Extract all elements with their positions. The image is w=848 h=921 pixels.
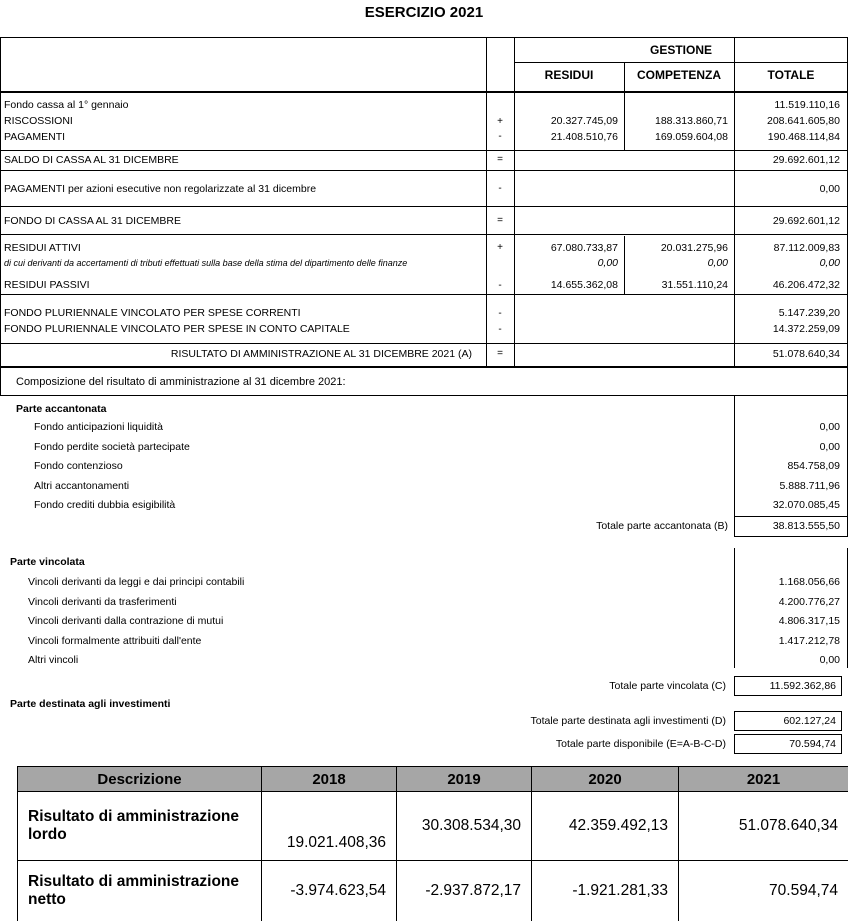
investimenti-total-label: Totale parte destinata agli investimenti (D) [400,715,726,727]
summary-row-label: Risultato di amministrazione netto [18,861,262,921]
list-item-value: 32.070.085,45 [734,499,840,511]
vincolata-total-label: Totale parte vincolata (C) [400,680,726,692]
header-gestione: GESTIONE [514,43,848,57]
list-item-value: 4.200.776,27 [734,596,840,608]
pagamenti-azioni-label: PAGAMENTI per azioni esecutive non regolarizzate al 31 dicembre [4,183,316,195]
vincolata-title: Parte vincolata [10,556,85,568]
residui-sub-competenza: 0,00 [624,257,728,269]
fondo-cassa-31-sign: = [486,215,514,226]
summary-header: Descrizione [18,767,262,792]
summary-cell: 42.359.492,13 [532,792,679,861]
risultato-sign: = [486,348,514,359]
saldo-label: SALDO DI CASSA AL 31 DICEMBRE [4,154,179,166]
disponibile-total-label: Totale parte disponibile (E=A-B-C-D) [400,738,726,750]
summary-header: 2019 [397,767,532,792]
list-item-value: 5.888.711,96 [734,480,840,492]
vincolata-total-value: 11.592.362,86 [734,680,836,692]
list-item-label: Vincoli derivanti da leggi e dai principi contabili [28,576,244,588]
summary-cell: -3.974.623,54 [262,861,397,921]
risultato-label: RISULTATO DI AMMINISTRAZIONE AL 31 DICEMBRE 2021 (A) [0,348,472,360]
composizione-title: Composizione del risultato di amministrazione al 31 dicembre 2021: [16,376,346,388]
list-item-value: 0,00 [734,654,840,666]
fondo-cassa-total: 11.519.110,16 [734,99,840,111]
fpv-capitale-total: 14.372.259,09 [734,323,840,335]
residui-sub-total: 0,00 [734,257,840,269]
fondo-cassa-31-total: 29.692.601,12 [734,215,840,227]
accantonata-total-value: 38.813.555,50 [734,520,840,532]
fpv-capitale-label: FONDO PLURIENNALE VINCOLATO PER SPESE IN CONTO CAPITALE [4,323,350,335]
fondo-cassa-label: Fondo cassa al 1° gennaio [4,99,128,111]
header-residui: RESIDUI [514,68,624,82]
residui-attivi-label: RESIDUI ATTIVI [4,242,81,254]
page-title: ESERCIZIO 2021 [0,4,848,21]
fpv-correnti-label: FONDO PLURIENNALE VINCOLATO PER SPESE CORRENTI [4,307,301,319]
residui-attivi-residui: 67.080.733,87 [514,242,618,254]
residui-sub-residui: 0,00 [514,257,618,269]
summary-cell: 70.594,74 [679,861,848,921]
list-item-value: 4.806.317,15 [734,615,840,627]
disponibile-total-value: 70.594,74 [734,738,836,750]
accantonata-total-label: Totale parte accantonata (B) [400,520,728,532]
summary-cell: -2.937.872,17 [397,861,532,921]
residui-attivi-competenza: 20.031.275,96 [624,242,728,254]
list-item-label: Vincoli derivanti da trasferimenti [28,596,177,608]
summary-cell: 51.078.640,34 [679,792,848,861]
summary-cell: 19.021.408,36 [262,792,397,861]
list-item-value: 0,00 [734,421,840,433]
summary-header: 2018 [262,767,397,792]
list-item-label: Fondo anticipazioni liquidità [34,421,163,433]
saldo-sign: = [486,154,514,165]
fpv-correnti-total: 5.147.239,20 [734,307,840,319]
riscossioni-competenza: 188.313.860,71 [624,115,728,127]
fondo-cassa-31-label: FONDO DI CASSA AL 31 DICEMBRE [4,215,181,227]
residui-passivi-residui: 14.655.362,08 [514,279,618,291]
pagamenti-azioni-total: 0,00 [734,183,840,195]
list-item-label: Altri accantonamenti [34,480,129,492]
pagamenti-label: PAGAMENTI [4,131,65,143]
residui-passivi-total: 46.206.472,32 [734,279,840,291]
pagamenti-competenza: 169.059.604,08 [624,131,728,143]
pagamenti-residui: 21.408.510,76 [514,131,618,143]
list-item-label: Fondo contenzioso [34,460,123,472]
residui-passivi-label: RESIDUI PASSIVI [4,279,90,291]
fpv-capitale-sign: - [486,324,514,335]
fpv-correnti-sign: - [486,308,514,319]
residui-attivi-sign: + [486,242,514,253]
riscossioni-sign: + [486,116,514,127]
table-row [18,861,848,921]
list-item-value: 1.417.212,78 [734,635,840,647]
summary-header: 2020 [532,767,679,792]
summary-table [17,766,848,921]
list-item-label: Vincoli formalmente attribuiti dall'ente [28,635,201,647]
list-item-label: Fondo crediti dubbia esigibilità [34,499,175,511]
list-item-value: 1.168.056,66 [734,576,840,588]
investimenti-total-value: 602.127,24 [734,715,836,727]
residui-attivi-total: 87.112.009,83 [734,242,840,254]
list-item-label: Altri vincoli [28,654,78,666]
riscossioni-label: RISCOSSIONI [4,115,73,127]
summary-header-row [18,767,848,792]
summary-cell: 30.308.534,30 [397,792,532,861]
pagamenti-sign: - [486,131,514,142]
summary-cell: -1.921.281,33 [532,861,679,921]
accantonata-title: Parte accantonata [16,403,106,415]
residui-passivi-sign: - [486,280,514,291]
pagamenti-azioni-sign: - [486,183,514,194]
riscossioni-total: 208.641.605,80 [734,115,840,127]
riscossioni-residui: 20.327.745,09 [514,115,618,127]
residui-sub-label: di cui derivanti da accertamenti di tributi effettuati sulla base della stima del dipartimento delle finanze [4,258,407,268]
header-competenza: COMPETENZA [624,68,734,82]
list-item-value: 854.758,09 [734,460,840,472]
list-item-label: Vincoli derivanti dalla contrazione di mutui [28,615,223,627]
header-totale: TOTALE [734,68,848,82]
risultato-total: 51.078.640,34 [734,348,840,360]
saldo-total: 29.692.601,12 [734,154,840,166]
residui-passivi-competenza: 31.551.110,24 [624,279,728,291]
pagamenti-total: 190.468.114,84 [734,131,840,143]
table-row [18,792,848,861]
investimenti-title: Parte destinata agli investimenti [10,698,170,710]
summary-header: 2021 [679,767,848,792]
list-item-label: Fondo perdite società partecipate [34,441,190,453]
list-item-value: 0,00 [734,441,840,453]
summary-row-label: Risultato di amministrazione lordo [18,792,262,861]
